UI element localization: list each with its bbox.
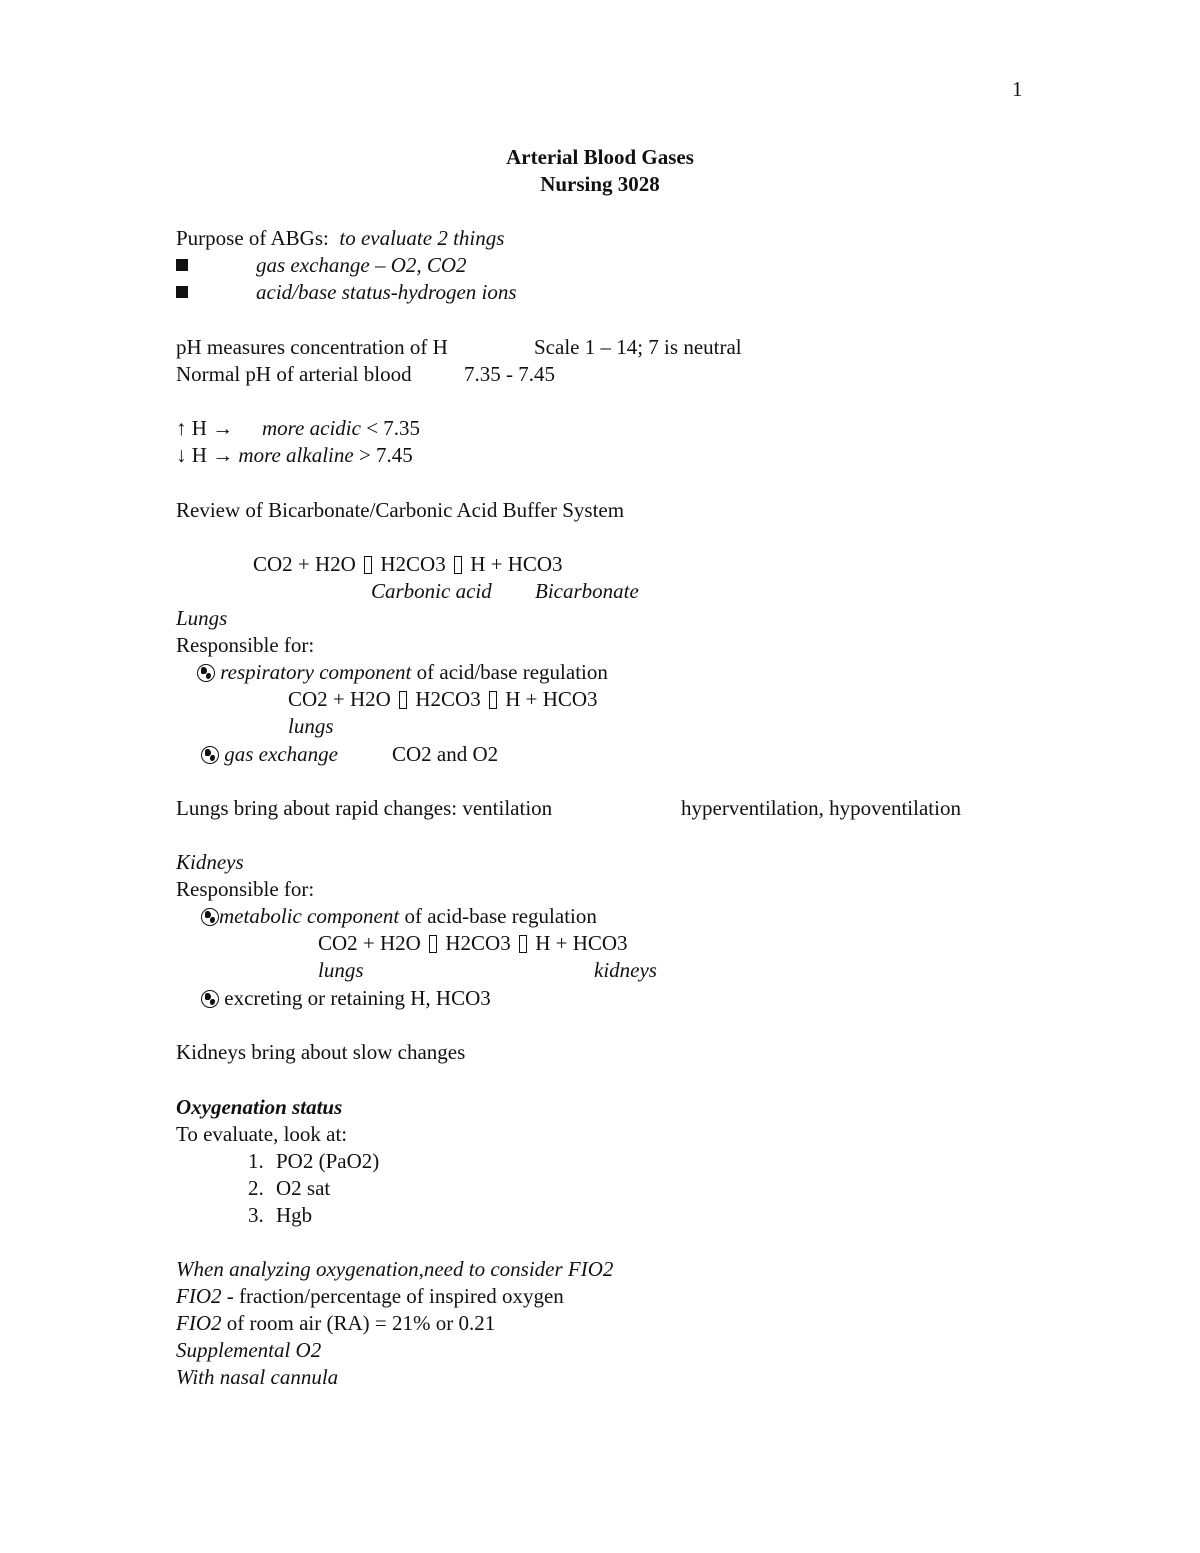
ph-measure-line: pH measures concentration of H	[176, 335, 448, 359]
kidneys-item-excreting: excreting or retaining H, HCO3	[201, 985, 491, 1012]
lungs-heading: Lungs	[176, 606, 228, 630]
ph-normal-value: 7.35 - 7.45	[464, 362, 555, 386]
supplemental-o2: Supplemental O2	[176, 1338, 322, 1362]
lungs-item-gas-exchange: gas exchange	[201, 741, 338, 768]
oxygenation-list-item: 1. PO2 (PaO2)	[248, 1149, 380, 1173]
bicarbonate-label: Bicarbonate	[535, 579, 639, 603]
kidneys-responsible: Responsible for:	[176, 877, 315, 901]
reaction-arrow-icon	[489, 691, 497, 709]
fio2-room-air: FIO2 of room air (RA) = 21% or 0.21	[176, 1311, 496, 1335]
document-subtitle: Nursing 3028	[540, 172, 660, 196]
lungs-responsible: Responsible for:	[176, 633, 315, 657]
globe-bullet-icon	[201, 990, 219, 1008]
ph-increase-line: ↑ H →	[176, 416, 234, 440]
square-bullet-icon	[176, 259, 188, 271]
square-bullet-icon	[176, 286, 188, 298]
document-title: Arterial Blood Gases	[506, 145, 694, 169]
kidneys-equation-kidneys-label: kidneys	[594, 958, 657, 982]
reaction-arrow-icon	[519, 935, 527, 953]
purpose-bullet: gas exchange – O2, CO2	[176, 252, 196, 279]
kidneys-changes: Kidneys bring about slow changes	[176, 1040, 466, 1064]
ph-normal-label: Normal pH of arterial blood	[176, 362, 412, 386]
kidneys-equation: CO2 + H2O H2CO3 H + HCO3	[318, 931, 628, 955]
fio2-definition: FIO2 - fraction/percentage of inspired oxygen	[176, 1284, 564, 1308]
ph-decrease-line: ↓ H → more alkaline > 7.45	[176, 443, 413, 467]
lungs-changes: Lungs bring about rapid changes: ventilation	[176, 796, 553, 820]
carbonic-acid-label: Carbonic acid	[371, 579, 492, 603]
buffer-equation: CO2 + H2O H2CO3 H + HCO3	[253, 552, 563, 576]
lungs-changes-right: hyperventilation, hypoventilation	[681, 796, 961, 820]
oxygenation-heading: Oxygenation status	[176, 1095, 343, 1119]
page-number: 1	[1012, 77, 1023, 101]
ph-increase-desc: more acidic < 7.35	[262, 416, 421, 440]
reaction-arrow-icon	[364, 556, 372, 574]
globe-bullet-icon	[201, 746, 219, 764]
kidneys-item-metabolic: metabolic component of acid-base regulation	[201, 903, 597, 930]
reaction-arrow-icon	[454, 556, 462, 574]
reaction-arrow-icon	[399, 691, 407, 709]
globe-bullet-icon	[201, 908, 219, 926]
kidneys-heading: Kidneys	[176, 850, 244, 874]
purpose-bullet: acid/base status-hydrogen ions	[176, 279, 196, 306]
lungs-item-respiratory: respiratory component of acid/base regulation	[197, 659, 608, 686]
arrow-up-icon: ↑	[176, 416, 187, 440]
nasal-cannula: With nasal cannula	[176, 1365, 339, 1389]
oxygenation-list-item: 2. O2 sat	[248, 1176, 331, 1200]
lungs-equation: CO2 + H2O H2CO3 H + HCO3	[288, 687, 598, 711]
oxygenation-list-item: 3. Hgb	[248, 1203, 313, 1227]
kidneys-equation-lungs-label: lungs	[318, 958, 364, 982]
ph-scale: Scale 1 – 14; 7 is neutral	[534, 335, 742, 359]
lungs-gas-exchange-value: CO2 and O2	[392, 742, 499, 766]
purpose-line: Purpose of ABGs: to evaluate 2 things	[176, 226, 505, 250]
reaction-arrow-icon	[429, 935, 437, 953]
lungs-equation-label: lungs	[288, 714, 334, 738]
oxygenation-evaluate: To evaluate, look at:	[176, 1122, 348, 1146]
arrow-down-icon: ↓	[176, 443, 187, 467]
buffer-heading: Review of Bicarbonate/Carbonic Acid Buffer System	[176, 498, 625, 522]
oxygenation-note: When analyzing oxygenation,need to consider FIO2	[176, 1257, 614, 1281]
globe-bullet-icon	[197, 664, 215, 682]
